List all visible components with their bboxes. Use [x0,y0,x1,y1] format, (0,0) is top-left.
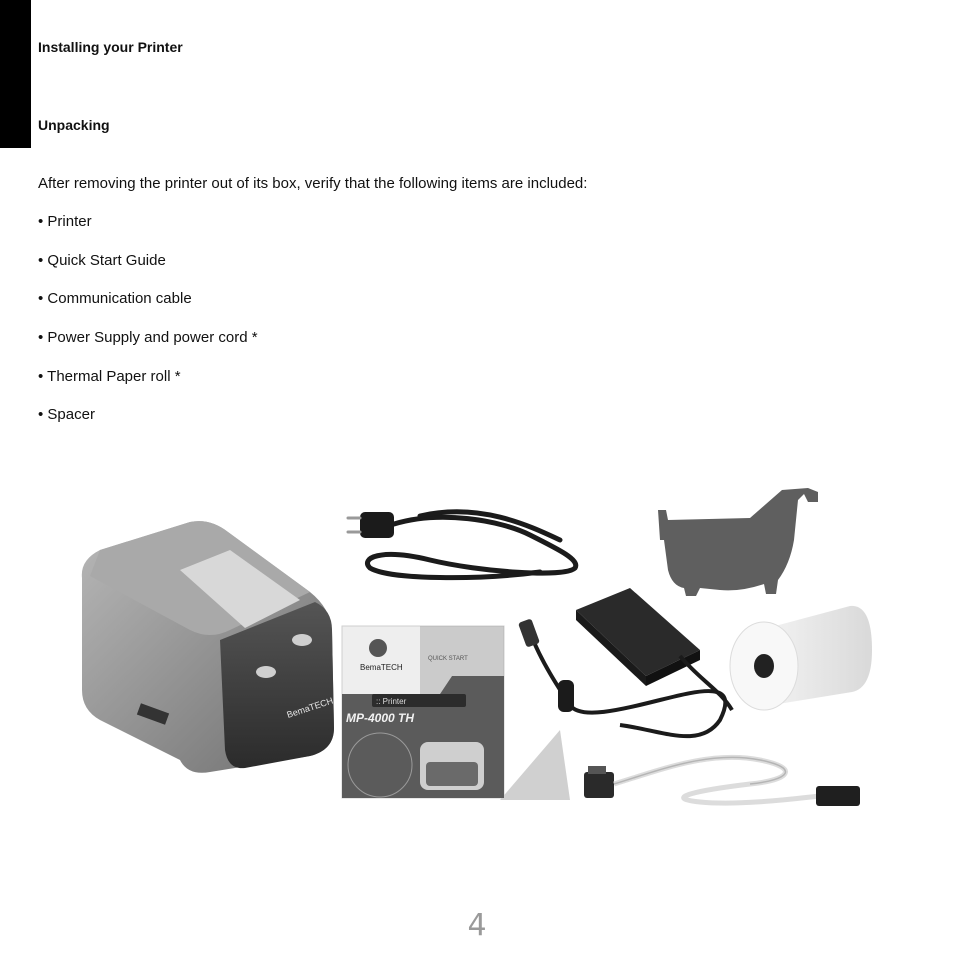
guide-model-label: MP-4000 TH [346,711,415,725]
list-item: • Printer [38,213,258,252]
package-contents-photo [60,480,900,820]
included-items-list [38,213,258,445]
section-title: Installing your Printer [38,39,183,55]
page-number: 4 [467,908,487,943]
power-supply-image [518,588,732,736]
thermal-paper-roll-image [730,606,872,710]
quick-start-guide-image [342,626,570,800]
list-item: • Quick Start Guide [38,252,258,291]
power-cord-image [348,512,576,578]
spacer-image [658,488,818,596]
guide-quick-start-label: QUICK START [428,656,468,662]
intro-text: After removing the printer out of its box, verify that the following items are included: [38,175,588,192]
list-item: • Spacer [38,406,258,445]
communication-cable-image [584,757,860,806]
list-item: • Communication cable [38,290,258,329]
printer-image [82,521,334,773]
subsection-title: Unpacking [38,117,110,133]
list-item: • Power Supply and power cord * [38,329,258,368]
guide-subtitle-label: :: Printer [376,697,407,706]
guide-brand-label: BemaTECH [360,663,403,672]
section-tab [0,0,31,148]
list-item: • Thermal Paper roll * [38,368,258,407]
printer-brand-label: BemaTECH [285,695,335,720]
